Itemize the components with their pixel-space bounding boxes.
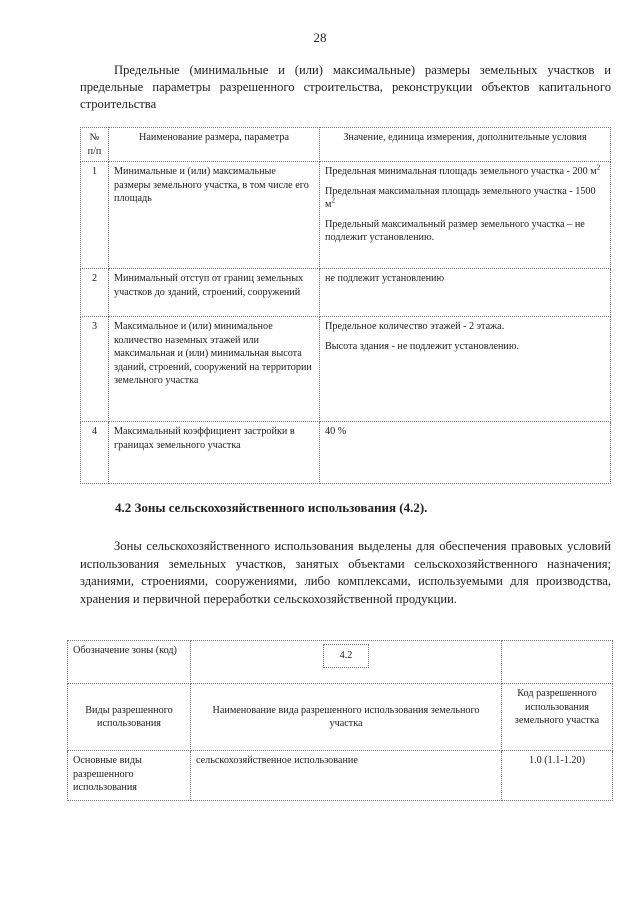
zone-code: 4.2	[323, 644, 370, 668]
row-name: Минимальные и (или) максимальные размеры земельного участка, в том числе его площадь	[109, 162, 320, 269]
row-number: 2	[81, 269, 109, 317]
row-value: Предельная минимальная площадь земельного участка - 200 $м^2$ Предельная максимальная площадь земельного участка - 1500 $м^2$ Предельный максимальный размер земельного участка – не подлежит установлению.	[320, 162, 611, 269]
row-number: 3	[81, 317, 109, 422]
row-value: Предельное количество этажей - 2 этажа. Высота здания - не подлежит установлению.	[320, 317, 611, 422]
row-value: не подлежит установлению	[320, 269, 611, 317]
table-header	[68, 684, 613, 751]
zone-label: Обозначение зоны (код)	[68, 641, 191, 684]
row-value: 40 %	[320, 422, 611, 484]
row-name: Минимальный отступ от границ земельных участков до зданий, строений, сооружений	[109, 269, 320, 317]
table-row	[81, 162, 611, 269]
section-paragraph: Зоны сельскохозяйственного использования выделены для обеспечения правовых условий использования земельных участков, занятых объектами сельскохозяйственного назначения; зданиями, строениями, сооружениями, либо комплексами, используемыми для производства, хранения и первичной переработки сельскохозяйственной продукции.	[80, 539, 611, 606]
header-code: Код разрешенного использования земельного участка	[502, 684, 613, 751]
header-number: № п/п	[81, 128, 109, 162]
row-name: Максимальное и (или) минимальное количество наземных этажей или максимальная и (или) минимальная высота зданий, строений, сооружений на территории земельного участка	[109, 317, 320, 422]
table-row	[81, 269, 611, 317]
table-row	[81, 422, 611, 484]
parameters-table	[80, 127, 611, 484]
row-number: 4	[81, 422, 109, 484]
table-row	[68, 641, 613, 684]
table-row	[81, 317, 611, 422]
row-name: сельскохозяйственное использование	[191, 751, 502, 801]
zone-table	[67, 640, 613, 801]
header-type: Виды разрешенного использования	[68, 684, 191, 751]
empty-cell	[502, 641, 613, 684]
row-number: 1	[81, 162, 109, 269]
row-code: 1.0 (1.1-1.20)	[502, 751, 613, 801]
header-name: Наименование размера, параметра	[109, 128, 320, 162]
zone-code-cell	[191, 641, 502, 684]
row-name: Максимальный коэффициент застройки в границах земельного участка	[109, 422, 320, 484]
header-name: Наименование вида разрешенного использования земельного участка	[191, 684, 502, 751]
table-row	[68, 751, 613, 801]
intro-text: Предельные (минимальные и (или) максимальные) размеры земельных участков и предельные параметры разрешенного строительства, реконструкции объектов капитального строительства	[80, 63, 611, 111]
page-number: 28	[313, 30, 327, 45]
row-type: Основные виды разрешенного использования	[68, 751, 191, 801]
table-header	[81, 128, 611, 162]
section-heading: 4.2 Зоны сельскохозяйственного использования (4.2).	[115, 500, 428, 515]
header-value: Значение, единица измерения, дополнительные условия	[320, 128, 611, 162]
